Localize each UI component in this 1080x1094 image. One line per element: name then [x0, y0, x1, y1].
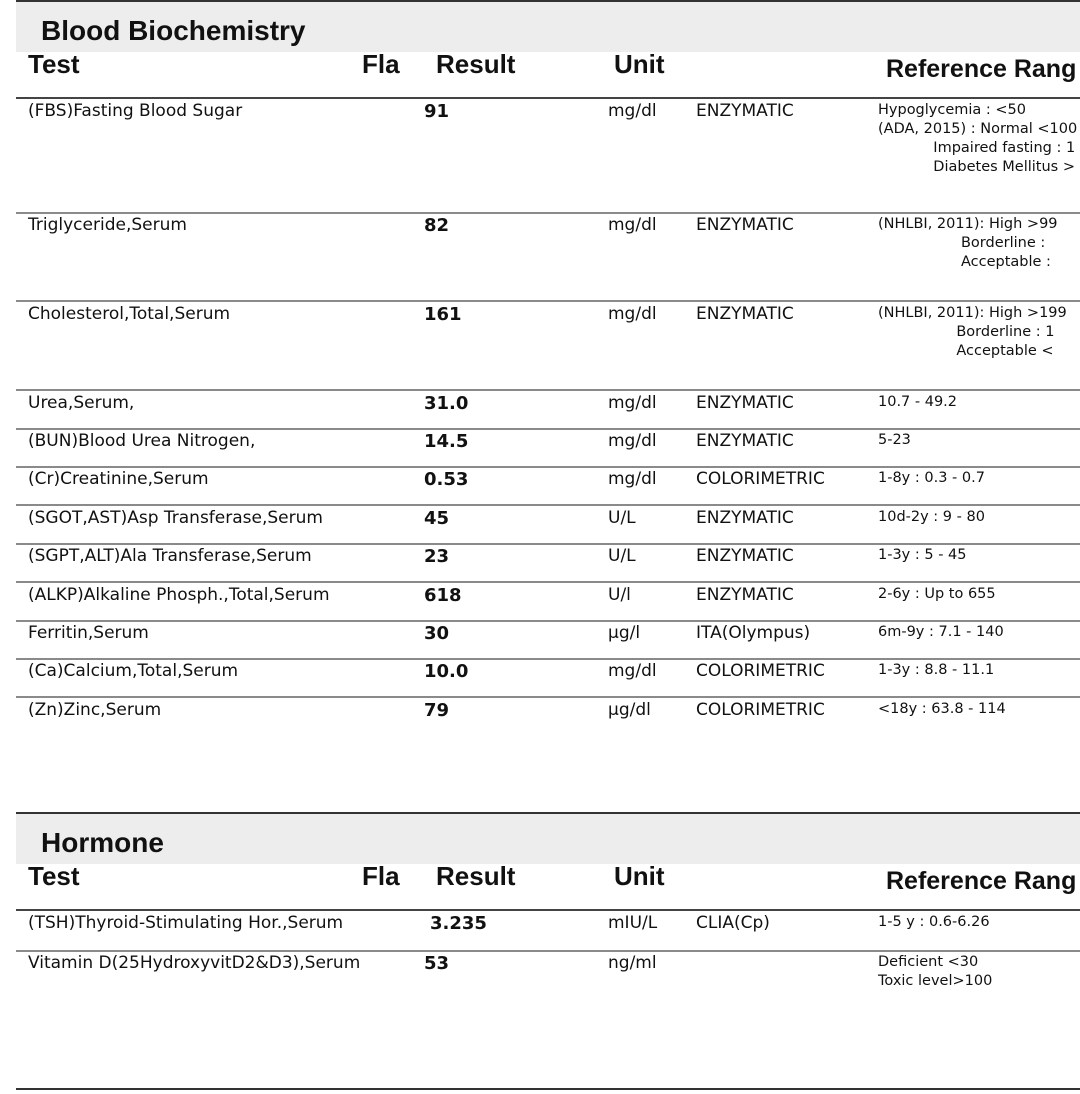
reference-line: 10.7 - 49.2 [878, 394, 958, 410]
unit: mg/dl [608, 469, 657, 489]
reference-line: 1-3y : 5 - 45 [878, 547, 967, 563]
unit: mg/dl [608, 101, 657, 121]
test-name: Ferritin,Serum [28, 623, 149, 643]
test-name: (BUN)Blood Urea Nitrogen, [28, 431, 256, 451]
test-name: (Zn)Zinc,Serum [28, 700, 162, 720]
test-name: (SGOT,AST)Asp Transferase,Serum [28, 508, 323, 528]
unit: µg/dl [608, 700, 651, 720]
test-name: (Cr)Creatinine,Serum [28, 469, 209, 489]
method: COLORIMETRIC [696, 661, 825, 681]
method: ENZYMATIC [696, 585, 794, 605]
result-value: 14.5 [424, 431, 469, 452]
unit: mg/dl [608, 661, 657, 681]
method: ENZYMATIC [696, 101, 794, 121]
header-unit: Unit [614, 861, 665, 891]
test-name: (ALKP)Alkaline Phosph.,Total,Serum [28, 585, 330, 605]
method: CLIA(Cp) [696, 913, 770, 933]
reference-range [878, 215, 1058, 272]
result-value: 23 [424, 546, 450, 567]
reference-range [878, 101, 1077, 177]
reference-line: (NHLBI, 2011): High >199 [878, 305, 1067, 321]
reference-line: Acceptable < [878, 343, 1054, 359]
method: ENZYMATIC [696, 431, 794, 451]
header-reference: Reference Rang [886, 55, 1077, 83]
method: ITA(Olympus) [696, 623, 811, 643]
row-divider [16, 300, 1080, 302]
section-hormone [16, 812, 1080, 1092]
method: COLORIMETRIC [696, 700, 825, 720]
header-unit: Unit [614, 49, 665, 79]
reference-line: Borderline : [878, 235, 1046, 251]
row-divider [16, 466, 1080, 468]
unit: mg/dl [608, 431, 657, 451]
test-name: Urea,Serum, [28, 393, 135, 413]
row-divider [16, 543, 1080, 545]
result-value: 53 [424, 953, 450, 974]
method: COLORIMETRIC [696, 469, 825, 489]
reference-line: 1-8y : 0.3 - 0.7 [878, 470, 985, 486]
row-divider [16, 212, 1080, 214]
section-title: Hormone [16, 814, 1080, 864]
section-blood-biochemistry [16, 0, 1080, 760]
test-name: Cholesterol,Total,Serum [28, 304, 231, 324]
result-value: 0.53 [424, 469, 469, 490]
reference-range [878, 913, 990, 932]
reference-range [878, 546, 967, 565]
reference-range [878, 431, 911, 450]
result-value: 161 [424, 304, 462, 325]
test-name: (FBS)Fasting Blood Sugar [28, 101, 243, 121]
header-test: Test [28, 861, 80, 891]
result-value: 30 [424, 623, 450, 644]
reference-range [878, 469, 985, 488]
header-rule [16, 97, 1080, 99]
reference-range [878, 700, 1006, 719]
row-divider [16, 696, 1080, 698]
method: ENZYMATIC [696, 393, 794, 413]
row-divider [16, 428, 1080, 430]
reference-line: Borderline : 1 [878, 324, 1055, 340]
row-divider [16, 581, 1080, 583]
reference-line: 10d-2y : 9 - 80 [878, 509, 985, 525]
method: ENZYMATIC [696, 508, 794, 528]
method: ENZYMATIC [696, 546, 794, 566]
result-value: 3.235 [430, 913, 487, 934]
reference-line: 5-23 [878, 432, 911, 448]
reference-range [878, 661, 994, 680]
reference-line: Acceptable : [878, 254, 1051, 270]
header-test: Test [28, 49, 80, 79]
test-name: (SGPT,ALT)Ala Transferase,Serum [28, 546, 312, 566]
row-divider [16, 658, 1080, 660]
reference-line: (NHLBI, 2011): High >99 [878, 216, 1058, 232]
reference-line: Hypoglycemia : <50 [878, 102, 1027, 118]
result-value: 82 [424, 215, 450, 236]
unit: U/L [608, 546, 636, 566]
header-result: Result [436, 49, 516, 79]
reference-line: 2-6y : Up to 655 [878, 586, 996, 602]
result-value: 31.0 [424, 393, 469, 414]
reference-range [878, 623, 1004, 642]
reference-line: (ADA, 2015) : Normal <100 [878, 121, 1078, 137]
unit: µg/l [608, 623, 641, 643]
row-divider [16, 620, 1080, 622]
test-name: Triglyceride,Serum [28, 215, 187, 235]
unit: U/L [608, 508, 636, 528]
unit: U/l [608, 585, 631, 605]
reference-line: Deficient <30 [878, 954, 979, 970]
unit: ng/ml [608, 953, 657, 973]
unit: mg/dl [608, 304, 657, 324]
reference-line: Impaired fasting : 1 [878, 140, 1076, 156]
header-flag: Fla [362, 49, 400, 79]
reference-line: Toxic level>100 [878, 973, 993, 989]
test-name: Vitamin D(25HydroxyvitD2&D3),Serum [28, 953, 361, 973]
method: ENZYMATIC [696, 215, 794, 235]
reference-line: 1-5 y : 0.6-6.26 [878, 914, 990, 930]
result-value: 10.0 [424, 661, 469, 682]
row-divider [16, 504, 1080, 506]
reference-line: 6m-9y : 7.1 - 140 [878, 624, 1004, 640]
unit: mg/dl [608, 215, 657, 235]
reference-line: Diabetes Mellitus > [878, 159, 1075, 175]
result-value: 45 [424, 508, 450, 529]
result-value: 618 [424, 585, 462, 606]
header-result: Result [436, 861, 516, 891]
header-rule [16, 909, 1080, 911]
test-name: (TSH)Thyroid-Stimulating Hor.,Serum [28, 913, 344, 933]
test-name: (Ca)Calcium,Total,Serum [28, 661, 239, 681]
result-value: 79 [424, 700, 450, 721]
reference-range [878, 393, 957, 412]
header-flag: Fla [362, 861, 400, 891]
method: ENZYMATIC [696, 304, 794, 324]
bottom-rule [16, 1088, 1080, 1090]
row-divider [16, 950, 1080, 952]
section-title: Blood Biochemistry [16, 2, 1080, 52]
reference-line: <18y : 63.8 - 114 [878, 701, 1006, 717]
reference-range [878, 953, 992, 991]
reference-range [878, 304, 1067, 361]
unit: mIU/L [608, 913, 658, 933]
unit: mg/dl [608, 393, 657, 413]
reference-range [878, 508, 985, 527]
reference-range [878, 585, 996, 604]
header-reference: Reference Rang [886, 867, 1077, 895]
reference-line: 1-3y : 8.8 - 11.1 [878, 662, 995, 678]
row-divider [16, 389, 1080, 391]
result-value: 91 [424, 101, 450, 122]
